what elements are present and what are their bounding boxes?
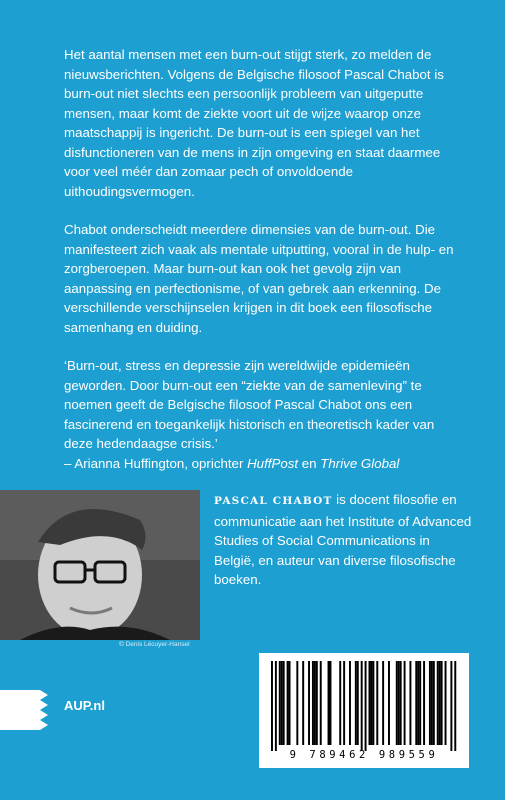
barcode-bar	[376, 661, 378, 745]
author-name: PASCAL CHABOT	[214, 495, 333, 507]
barcode-bar	[439, 661, 441, 745]
barcode-bar	[330, 661, 332, 745]
barcode-bar	[404, 661, 406, 745]
blurb-paragraph-1: Het aantal mensen met een burn-out stijgt sterk, zo melden de nieuwsberichten. Volgens de Belgische filosoof Pascal Chabot is burn-out niet slechts een persoonlijk probleem van uitgeputte mensen, maar komt de ziekte voort uit de wijze waarop onze maatschappij is ingericht. De burn-out is een spiegel van het disfunctioneren van de mens in zijn omgeving en staat daarmee voor veel méér dan zomaar pech of onvoldoende uithoudingsvermogen.	[64, 47, 444, 199]
quote-attribution: – Arianna Huffington, oprichter HuffPost en Thrive Global	[64, 455, 400, 471]
barcode-bar	[400, 661, 402, 745]
barcode-bar	[450, 661, 452, 751]
barcode-bar	[296, 661, 298, 745]
endorsement-quote	[64, 356, 464, 473]
barcode-bar	[343, 661, 345, 745]
author-bio-text: is docent filosofie en communicatie aan het Institute of Advanced Studies of Social Communications in België, en auteur van diverse filosofische boeken.	[214, 492, 472, 587]
publisher-logo-icon	[0, 690, 48, 730]
barcode-bar	[369, 661, 371, 745]
barcode-bar	[423, 661, 425, 745]
barcode-bar	[441, 661, 443, 745]
barcode-bar	[445, 661, 447, 745]
barcode-bar	[287, 661, 289, 745]
barcode-bar	[372, 661, 374, 745]
blurb-paragraph-2: Chabot onderscheidt meerdere dimensies van de burn-out. Die manifesteert zich vaak als mentale uitputting, vooral in de hulp- en zorgberoepen. Maar burn-out kan ook het gevolg zijn van aanpassing en perfectionisme, of van gebrek aan erkenning. De verschillende verschijnselen krijgen in dit boek een filosofische samenhang en duiding.	[64, 222, 454, 335]
barcode-bar	[289, 661, 291, 745]
isbn-barcode	[259, 653, 469, 768]
barcode-bar	[312, 661, 314, 745]
barcode-bar	[433, 661, 435, 745]
barcode-bar	[415, 661, 417, 745]
barcode-bar	[454, 661, 456, 751]
barcode-bar	[308, 661, 310, 745]
photo-credit: © Denis Lécuyer-Hansel	[119, 641, 190, 648]
barcode-bar	[281, 661, 283, 745]
barcode-bar	[398, 661, 400, 745]
barcode-bar	[355, 661, 357, 745]
barcode-bar	[417, 661, 419, 745]
barcode-bar	[388, 661, 390, 745]
barcode-bar	[419, 661, 421, 745]
barcode-bar	[365, 661, 367, 751]
barcode-bar	[320, 661, 322, 745]
isbn-number: 9 789462 989559	[289, 749, 439, 761]
barcode-bar	[316, 661, 318, 745]
barcode-bar	[382, 661, 384, 745]
barcode-bar	[357, 661, 359, 745]
barcode-bar	[314, 661, 316, 745]
barcode-bar	[275, 661, 277, 751]
barcode-bar	[271, 661, 273, 751]
publisher-url[interactable]: AUP.nl	[64, 698, 105, 713]
barcode-bar	[339, 661, 341, 745]
barcode-bar	[283, 661, 285, 745]
barcode-bar	[302, 661, 304, 745]
barcode-bar	[279, 661, 281, 745]
barcode-bar	[328, 661, 330, 745]
barcode-bar	[370, 661, 372, 745]
barcode-bar	[409, 661, 411, 745]
author-bio	[214, 490, 474, 590]
barcode-bar	[429, 661, 431, 745]
author-photo	[0, 490, 200, 640]
barcode-bar	[349, 661, 351, 745]
barcode-bar	[437, 661, 439, 745]
barcode-bar	[361, 661, 363, 751]
barcode-bar	[396, 661, 398, 745]
blurb-text	[64, 45, 464, 473]
quote-text: ‘Burn-out, stress en depressie zijn wereldwijde epidemieën geworden. Door burn-out een “ziekte van de samenleving” te noemen geeft de Belgische filosoof Pascal Chabot ons een fascinerend en toegankelijk historisch en theoretisch kader van deze hedendaagse crisis.’	[64, 358, 435, 451]
barcode-bar	[431, 661, 433, 745]
